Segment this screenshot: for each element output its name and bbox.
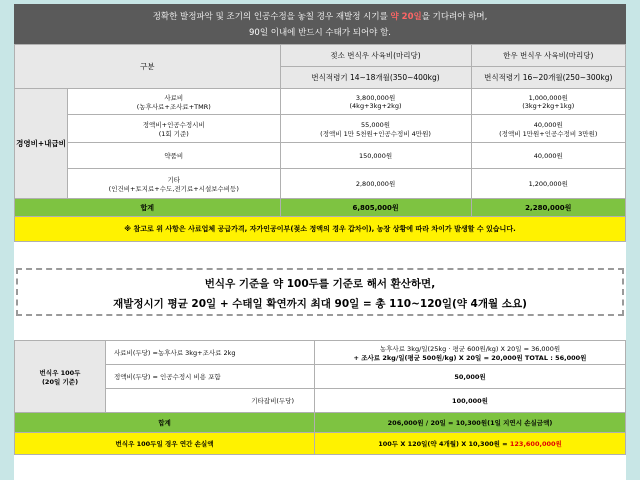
row-value-dairy: 2,800,000원 [280, 169, 471, 199]
annual-loss-label: 번식우 100두일 경우 연간 손실액 [15, 433, 315, 455]
total-value: 206,000원 / 20일 = 10,300원(1일 지연시 손실금액) [315, 413, 626, 433]
document-page [14, 44, 626, 480]
subheader-dairy: 번식적령기 14~18개월(350~400kg) [280, 67, 471, 89]
annual-loss-value: 100두 X 120일(약 4개월) X 10,300원 = 123,600,000원 [315, 433, 626, 455]
row-label: 사료비 (농후사료+조사료+TMR) [68, 89, 281, 115]
summary-line-1: 번식우 기준을 약 100두를 기준로 해서 환산하면, [204, 278, 436, 290]
banner-line-1: 정확한 발정파악 및 조기의 인공수정을 놓칠 경우 재발정 시기를 약 20일을 기다려야 하며, [152, 12, 488, 22]
row-value-hanwoo: 40,000원 [471, 143, 625, 169]
row-value-hanwoo: 1,200,000원 [471, 169, 625, 199]
row-value-dairy: 150,000원 [280, 143, 471, 169]
subheader-hanwoo: 번식적령기 16~20개월(250~300kg) [471, 67, 625, 89]
row-label: 약품비 [68, 143, 281, 169]
col-header-gubun: 구분 [15, 45, 281, 89]
total-hanwoo: 2,280,000원 [471, 199, 625, 217]
row-label: 사료비(두당) =농후사료 3kg+조사료 2kg [106, 341, 315, 365]
reference-note: ※ 참고로 위 사항은 사료업체 공급가격, 자가인공이부(젖소 정액의 경우 갑차이), 농장 상황에 따라 차이가 발생할 수 있습니다. [15, 217, 626, 242]
total-dairy: 6,805,000원 [280, 199, 471, 217]
col-header-hanwoo: 한우 번식우 사육비(마리당) [471, 45, 625, 67]
col-header-dairy: 젖소 번식우 사육비(마리당) [280, 45, 471, 67]
row-value-hanwoo: 1,000,000원 (3kg+2kg+1kg) [471, 89, 625, 115]
row-value-hanwoo: 40,000원 (정액비 1만원+인공수정비 3만원) [471, 115, 625, 143]
row-label: 기타잡비(두당) [106, 389, 315, 413]
cost-table [14, 44, 626, 242]
row-value-dairy: 3,800,000원 (4kg+3kg+2kg) [280, 89, 471, 115]
row-label: 정액비(두당) = 인공수정시 비용 포함 [106, 365, 315, 389]
loss-table [14, 340, 626, 455]
row-value: 50,000원 [315, 365, 626, 389]
summary-line-2: 재발정시기 평균 20일 + 수태일 확연까지 최대 90일 = 총 110~120일(약 4개월 소요) [113, 298, 527, 310]
row-value: 100,000원 [315, 389, 626, 413]
total-label: 합계 [15, 413, 315, 433]
row-label: 정액비+인공수정시비 (1회 기준) [68, 115, 281, 143]
top-banner [14, 4, 626, 44]
banner-line-2: 90일 이내에 반드시 수태가 되어야 함. [249, 28, 391, 38]
category-cell: 번식우 100두 (20일 기준) [15, 341, 106, 413]
row-value: 농후사료 3kg/일(25kg · 평균 600원/kg) X 20일 = 36,000원 + 조사료 2kg/일(평균 500원/kg) X 20일 = 20,000원 TOTAL : 56,000원 [315, 341, 626, 365]
row-label: 기타 (인건비+토지료+수도,전기료+시설보수비등) [68, 169, 281, 199]
row-value-dairy: 55,000원 (정액비 1만 5천원+인공수정비 4만원) [280, 115, 471, 143]
summary-box [16, 268, 624, 316]
banner-highlight: 약 20일 [390, 12, 422, 22]
category-cell: 경영비+내급비 [15, 89, 68, 199]
total-label: 합계 [15, 199, 281, 217]
